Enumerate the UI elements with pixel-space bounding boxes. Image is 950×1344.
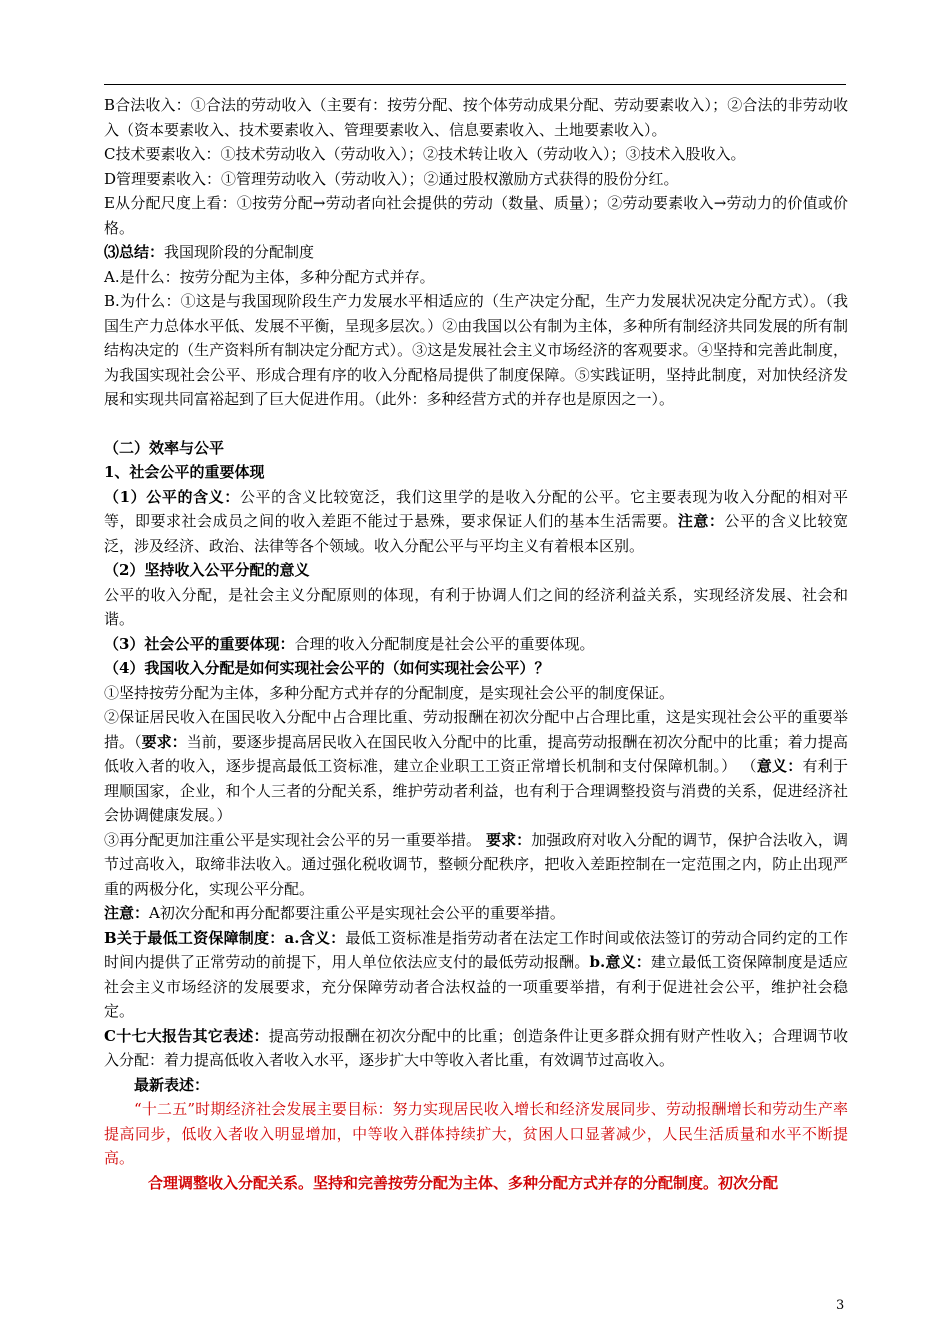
text-run: 要求： <box>141 732 187 751</box>
paragraph <box>104 828 848 902</box>
text-run: 1、社会公平的重要体现 <box>104 463 265 481</box>
text-run: 公平的含义比较宽泛，涉及经济、政治、法律等各个领域。收入分配公平与平均主义有着根本区别。 <box>104 512 848 555</box>
text-run: 要求： <box>486 830 532 849</box>
paragraph <box>104 632 848 657</box>
text-run: 合理的收入分配制度是社会公平的重要体现。 <box>294 634 595 653</box>
paragraph-spacer <box>104 412 848 436</box>
text-run: B关于最低工资保障制度： <box>104 928 285 947</box>
paragraph <box>104 558 848 583</box>
text-run: A初次分配和再分配都要注重公平是实现社会公平的重要举措。 <box>149 904 565 922</box>
text-run: C技术要素收入：①技术劳动收入（劳动收入）；②技术转让收入（劳动收入）；③技术入股收入。 <box>104 145 746 163</box>
text-run: 意义： <box>756 757 803 775</box>
paragraph <box>104 1073 848 1098</box>
text-run: a.含义： <box>284 928 346 947</box>
paragraph <box>104 656 848 681</box>
paragraph <box>104 583 848 632</box>
text-run: C十七大报告其它表述： <box>104 1026 269 1045</box>
text-run: （3）社会公平的重要体现： <box>104 634 295 653</box>
paragraph <box>104 681 848 706</box>
paragraph <box>104 485 848 559</box>
text-run: B.为什么：①这是与我国现阶段生产力发展水平相适应的（生产决定分配，生产力发展状况决定分配方式）。（我国生产力总体水平低、发展不平衡，呈现多层次。）②由我国以公有制为主体，多种所有制经济共同发展的所有制结构决定的（生产资料所有制决定分配方式）。③这是发展社会主义市场经济的客观要求。④坚持和完善此制度，为我国实现社会公平、形成合理有序的收入分配格局提供了制度保障。⑤实践证明，坚持此制度，对加快经济发展和实现共同富裕起到了巨大促进作用。（此外：多种经营方式的并存也是原因之一）。 <box>104 292 848 408</box>
text-run: E从分配尺度上看：①按劳分配→劳动者向社会提供的劳动（数量、质量）；②劳动要素收入→劳动力的价值或价格。 <box>104 194 848 237</box>
page-number: 3 <box>836 1298 845 1313</box>
text-run: 公平的收入分配，是社会主义分配原则的体现，有利于协调人们之间的经济利益关系，实现经济发展、社会和谐。 <box>104 585 848 628</box>
text-run: ①坚持按劳分配为主体，多种分配方式并存的分配制度，是实现社会公平的制度保证。 <box>104 683 675 702</box>
paragraph <box>104 240 848 265</box>
text-run: D管理要素收入：①管理劳动收入（劳动收入）；②通过股权激励方式获得的股份分红。 <box>104 169 679 188</box>
paragraph <box>104 705 848 828</box>
paragraph <box>104 142 848 167</box>
text-run: 提高劳动报酬在初次分配中的比重；创造条件让更多群众拥有财产性收入；合理调节收入分配：着力提高低收入者收入水平，逐步扩大中等收入者比重，有效调节过高收入。 <box>104 1026 848 1069</box>
paragraph <box>104 265 848 290</box>
text-run: “十二五”时期经济社会发展主要目标：努力实现居民收入增长和经济发展同步、劳动报酬增长和劳动生产率提高同步，低收入者收入明显增加，中等收入群体持续扩大，贫困人口显著减少，人民生活质量和水平不断提高。 <box>104 1100 848 1167</box>
paragraph <box>104 167 848 192</box>
paragraph <box>104 93 848 142</box>
text-run: 最新表述： <box>134 1075 210 1094</box>
paragraph <box>104 1024 848 1073</box>
text-run: 加强政府对收入分配的调节，保护合法收入，调节过高收入，取缔非法收入。通过强化税收调节，整顿分配秩序，把收入差距控制在一定范围之内，防止出现严重的两极分化，实现公平分配。 <box>104 830 848 898</box>
paragraph <box>104 460 848 485</box>
text-run: （2）坚持收入公平分配的意义 <box>104 561 310 579</box>
text-run: 注意： <box>677 512 725 530</box>
header-rule <box>104 84 846 85</box>
text-run: 有利于理顺国家，企业，和个人三者的分配关系，维护劳动者利益，也有利于合理调整投资与消费的关系，促进经济社会协调健康发展。） <box>104 757 848 824</box>
text-run: B合法收入：①合法的劳动收入（主要有：按劳分配、按个体劳动成果分配、劳动要素收入）；②合法的非劳动收入（资本要素收入、技术要素收入、管理要素收入、信息要素收入、土地要素收入）。 <box>104 96 848 139</box>
text-run: 我国现阶段的分配制度 <box>164 243 315 261</box>
paragraph <box>104 926 848 1024</box>
text-run: 合理调整收入分配关系。坚持和完善按劳分配为主体、多种分配方式并存的分配制度。初次分配 <box>148 1173 779 1192</box>
text-run: 公平的含义比较宽泛，我们这里学的是收入分配的公平。它主要表现为收入分配的相对平等，即要求社会成员之间的收入差距不能过于悬殊，要求保证人们的基本生活需要。 <box>104 487 848 530</box>
paragraph <box>104 191 848 240</box>
text-run: ②保证居民收入在国民收入分配中占合理比重、劳动报酬在初次分配中占合理比重，这是实现社会公平的重要举措。（ <box>104 708 848 751</box>
text-run: 注意： <box>104 904 150 922</box>
text-run: b.意义： <box>589 953 651 971</box>
text-run: （1）公平的含义： <box>104 487 240 506</box>
text-run: 最低工资标准是指劳动者在法定工作时间或依法签订的劳动合同约定的工作时间内提供了正常劳动的前提下，用人单位依法应支付的最低劳动报酬。 <box>104 928 848 971</box>
text-run: （二）效率与公平 <box>104 438 225 457</box>
text-run: 建立最低工资保障制度是适应社会主义市场经济的发展要求，充分保障劳动者合法权益的一项重要举措，有利于促进社会公平，维护社会稳定。 <box>104 953 848 1020</box>
paragraph <box>104 436 848 461</box>
text-run: （4）我国收入分配是如何实现社会公平的（如何实现社会公平）？ <box>104 659 550 677</box>
text-run: 当前，要逐步提高居民收入在国民收入分配中的比重，提高劳动报酬在初次分配中的比重；着力提高低收入者的收入，逐步提高最低工资标准，建立企业职工工资正常增长机制和支付保障机制。） （ <box>104 732 848 775</box>
paragraph <box>104 1097 848 1171</box>
text-run: ③再分配更加注重公平是实现社会公平的另一重要举措。 <box>104 830 486 849</box>
text-run: ⑶总结： <box>104 243 165 261</box>
paragraph <box>104 901 848 926</box>
text-run: A.是什么：按劳分配为主体，多种分配方式并存。 <box>104 267 435 286</box>
document-body <box>104 93 848 1195</box>
paragraph <box>104 1171 848 1196</box>
paragraph <box>104 289 848 412</box>
